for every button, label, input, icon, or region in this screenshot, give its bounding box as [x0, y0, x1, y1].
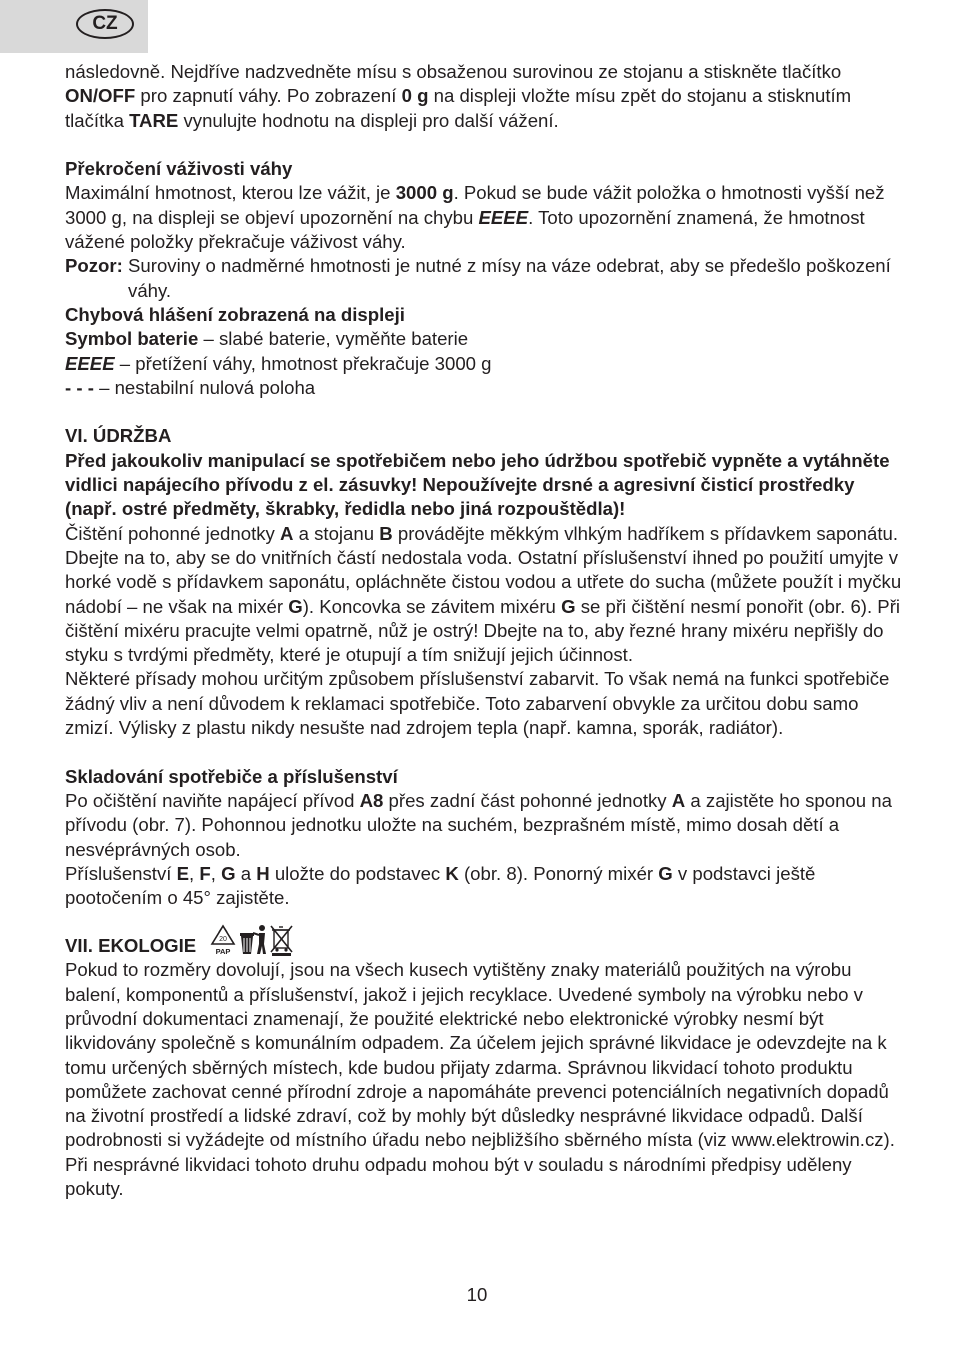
warning-label: Pozor: — [65, 255, 129, 277]
storage-paragraph-1: Po očištění naviňte napájecí přívod A8 přes zadní část pohonné jednotky A a zajistěte ho sponou na přívodu (obr. 7). Pohonnou jednotku uložte na suchém, bezprašném místě, mimo dosah dětí a nesvéprávných osob. — [65, 789, 892, 860]
storage-paragraph-2: Příslušenství E, F, G a H uložte do podstavec K (obr. 8). Ponorný mixér G v podstavci ještě pootočením o 45° zajistěte. — [65, 862, 816, 909]
language-tab — [0, 0, 148, 53]
overload-heading: Překročení váživosti váhy — [65, 158, 293, 180]
error-item-unstable: - - - – nestabilní nulová poloha — [65, 376, 316, 398]
ecology-heading: VII. EKOLOGIE — [65, 935, 197, 957]
ecology-paragraph-1: Pokud to rozměry dovolují, jsou na všech kusech vytištěny znaky materiálů použitých na výrobu balení, komponentů a příslušenství, jakož i jejich recyklace. Uvedené symboly na výrobku nebo v průvodní dokumentaci znamenají, že použité elektrické nebo elektronické výrobky nesmí být likvidovány společně s komunálním odpadem. Za účelem jejich správné likvidace je odevzdejte na k tomu určených sběrných místech, kde budou přijaty zdarma. Správnou likvidací tohoto produktu pomůžete zachovat cenné přírodní zdroje a napomáháte prevenci potenciálních negativních dopadů na životní prostředí a lidské zdraví, což by mohly být důsledky nesprávné likvidace odpadů. Další podrobnosti si vyžádejte od místního úřadu nebo nejbližšího sběrného místa (viz www.elektrowin.cz). — [65, 959, 895, 1151]
svg-text:PAP: PAP — [215, 947, 231, 957]
page-content — [65, 60, 905, 1201]
ecology-paragraph-2: Při nesprávné likvidaci tohoto druhu odpadu mohou být v souladu s národními předpisy uděleny pokuty. — [65, 1153, 852, 1200]
recycle-paper-icon — [210, 924, 236, 956]
language-badge: CZ — [76, 9, 134, 39]
crossed-bin-icon — [270, 924, 294, 956]
svg-text:20: 20 — [219, 936, 228, 944]
maintenance-heading: VI. ÚDRŽBA — [65, 425, 172, 447]
error-item-battery: Symbol baterie – slabé baterie, vyměňte baterie — [65, 328, 469, 350]
intro-paragraph: následovně. Nejdříve nadzvedněte mísu s obsaženou surovinou ze stojanu a stiskněte tlačítko ON/OFF pro zapnutí váhy. Po zobrazení 0 g na displeji vložte mísu zpět do stojanu a stisknutím tlačítka TARE vynulujte hodnotu na displeji pro další vážení. — [65, 61, 852, 131]
maintenance-paragraph-2: Některé přísady mohou určitým způsobem příslušenství zabarvit. To však nemá na funkci spotřebiče žádný vliv a není důvodem k reklamaci spotřebiče. Toto zabarvení obvykle za určitou dobu samo zmizí. Výlisky z plastu nikdy nesušte nad zdrojem tepla (např. kamna, sporák, radiátor). — [65, 668, 890, 739]
error-item-overload: EEEE – přetížení váhy, hmotnost překračuje 3000 g — [65, 352, 492, 374]
maintenance-warning: Před jakoukoliv manipulací se spotřebičem nebo jeho údržbou spotřebič vypněte a vytáhněte vidlici napájecího přívodu z el. zásuvky! Nepoužívejte drsné a agresivní čisticí prostředky (např. ostré předměty, škrabky, ředidla nebo jiná rozpouštědla)! — [65, 449, 890, 520]
warning-text: Suroviny o nadměrné hmotnosti je nutné z mísy na váze odebrat, aby se předešlo poškození váhy. — [128, 255, 891, 301]
page-number: 10 — [466, 1284, 488, 1305]
tidy-man-icon — [238, 924, 268, 956]
ecology-icons — [210, 924, 294, 956]
storage-heading: Skladování spotřebiče a příslušenství — [65, 765, 398, 787]
maintenance-paragraph-1: Čištění pohonné jednotky A a stojanu B provádějte měkkým vlhkým hadříkem s přídavkem saponátu. Dbejte na to, aby se do vnitřních částí nedostala voda. Ostatní příslušenství ihned po použití umyjte v horké vodě s přídavkem saponátu, opláchněte čistou vodou a utřete do sucha (můžete použít i myčku nádobí – ne však na mixér G). Koncovka se závitem mixéru G se při čištění nesmí ponořit (obr. 6). Při čištění mixéru pracujte velmi opatrně, nůž je ostrý! Dbejte na to, aby řezné hrany mixéru nepřišly do styku s tvrdými předměty, které je otupují a tím snižují jejich účinnost. — [65, 522, 902, 666]
warning-note — [65, 254, 905, 303]
ecology-heading-row — [65, 928, 905, 958]
overload-paragraph: Maximální hmotnost, kterou lze vážit, je 3000 g. Pokud se bude vážit položka o hmotnosti vyšší než 3000 g, na displeji se objeví upozornění na chybu EEEE. Toto upozornění znamená, že hmotnost vážené položky překračuje váživost váhy. — [65, 182, 885, 253]
errors-heading: Chybová hlášení zobrazená na displeji — [65, 303, 405, 325]
